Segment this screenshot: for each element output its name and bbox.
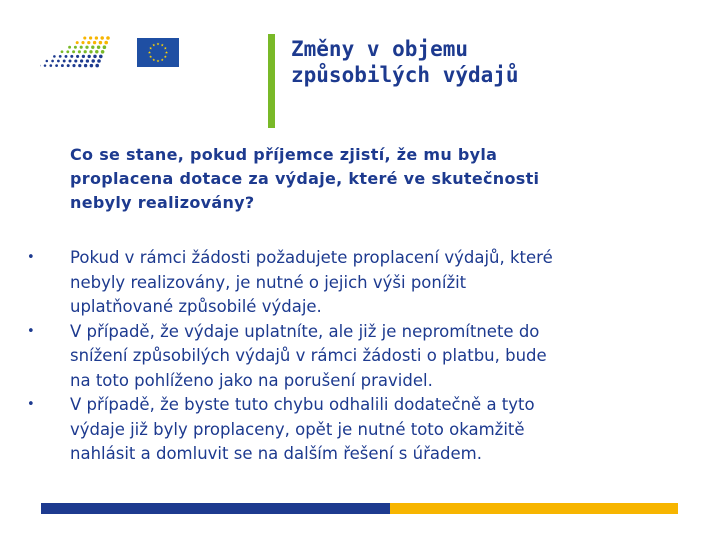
bullet-marker: •: [27, 323, 35, 339]
logo-dot: [86, 59, 89, 62]
question-line: Co se stane, pokud příjemce zjistí, že mu byla: [70, 145, 498, 164]
question-line: proplacena dotace za výdaje, které ve skutečnosti: [70, 169, 540, 188]
logo-dot: [80, 46, 83, 49]
bullet-list: [27, 246, 687, 467]
logo-dot: [103, 45, 107, 49]
logo-dot: [46, 60, 49, 63]
logo-dot: [57, 60, 60, 63]
logo-dot: [95, 36, 98, 39]
logo-dot: [81, 41, 84, 44]
logo-dot: [53, 55, 56, 58]
logo-dot: [80, 59, 83, 62]
logo-dot: [76, 55, 79, 58]
logo-dot: [66, 50, 69, 53]
logo-dot: [84, 50, 87, 53]
footer-bar-yellow: [390, 503, 678, 514]
logo-dot: [97, 59, 101, 63]
logo-dot: [95, 64, 99, 68]
logo-dot: [89, 50, 92, 53]
question-heading: [70, 143, 670, 215]
logo-dot: [87, 41, 90, 44]
bullet-line: výdaje již byly proplaceny, opět je nutné toto okamžitě: [70, 419, 525, 439]
title-divider: [268, 34, 275, 128]
bullet-line: V případě, že byste tuto chybu odhalili dodatečně a tyto: [70, 395, 535, 414]
logo-dot: [55, 64, 58, 67]
bullet-item: [27, 393, 687, 467]
title-line: způsobilých výdajů: [291, 63, 519, 87]
logo-dot: [65, 55, 68, 58]
logo-dot: [85, 46, 88, 49]
logo-dot: [61, 64, 64, 67]
title-line: Změny v objemu: [291, 37, 469, 61]
footer-bar: [41, 503, 678, 514]
logo-dot: [78, 64, 81, 67]
logo-dot: [93, 55, 96, 58]
logo-dot: [83, 36, 86, 39]
logo-dot: [100, 36, 103, 39]
logo-dot: [69, 60, 72, 63]
question-line: nebyly realizovány?: [70, 193, 255, 212]
logo-dot: [67, 64, 70, 67]
logo-dot: [95, 50, 98, 53]
bullet-line: uplatňované způsobilé výdaje.: [70, 297, 322, 316]
logo-dot: [89, 36, 92, 39]
logo-dot: [59, 55, 62, 58]
logo-dot: [44, 64, 47, 67]
logo-dot: [76, 41, 79, 44]
logo-dot: [49, 64, 52, 67]
logo-dot: [72, 50, 75, 53]
logo-dot: [74, 46, 77, 49]
logo-dot: [82, 55, 85, 58]
logo-dot: [104, 41, 108, 45]
bullet-line: V případě, že výdaje uplatníte, ale již je nepromítnete do: [70, 321, 540, 341]
bullet-item: [27, 320, 687, 394]
logo-dot: [72, 64, 75, 67]
logo-dot: [97, 45, 100, 48]
logo-dot: [99, 55, 103, 59]
program-dots-logo-icon: [40, 34, 110, 70]
bullet-line: nebyly realizovány, je nutné o jejich výši ponížit: [70, 272, 467, 292]
bullet-item: [27, 246, 687, 320]
bullet-marker: •: [27, 397, 35, 412]
logo-dot: [74, 59, 77, 62]
bullet-marker: •: [27, 250, 35, 265]
bullet-line: Pokud v rámci žádosti požadujete proplacení výdajů, které: [70, 248, 553, 267]
logo-dot: [63, 60, 66, 63]
logo-dot: [106, 36, 110, 40]
logo-dot: [88, 55, 91, 58]
logo-dot: [91, 46, 94, 49]
logo-dot: [101, 50, 105, 54]
logo-dot: [78, 50, 81, 53]
logo-dot: [51, 60, 54, 63]
bullet-line: snížení způsobilých výdajů v rámci žádosti o platbu, bude: [70, 346, 547, 365]
logo-dot: [68, 46, 71, 49]
logo-dot: [91, 59, 94, 62]
bullet-line: nahlásit a domluvit se na dalším řešení s úřadem.: [70, 444, 482, 463]
logo-dot: [99, 41, 102, 44]
footer-bar-blue: [41, 503, 390, 514]
logo-dot: [93, 41, 96, 44]
bullet-line: na toto pohlíženo jako na porušení pravidel.: [70, 370, 433, 390]
eu-flag-icon: [137, 38, 179, 67]
logo-dot: [70, 55, 73, 58]
page-title: [291, 36, 691, 88]
logo-dot: [61, 50, 64, 53]
logo-dot: [84, 64, 87, 67]
logo-dot: [90, 64, 93, 67]
